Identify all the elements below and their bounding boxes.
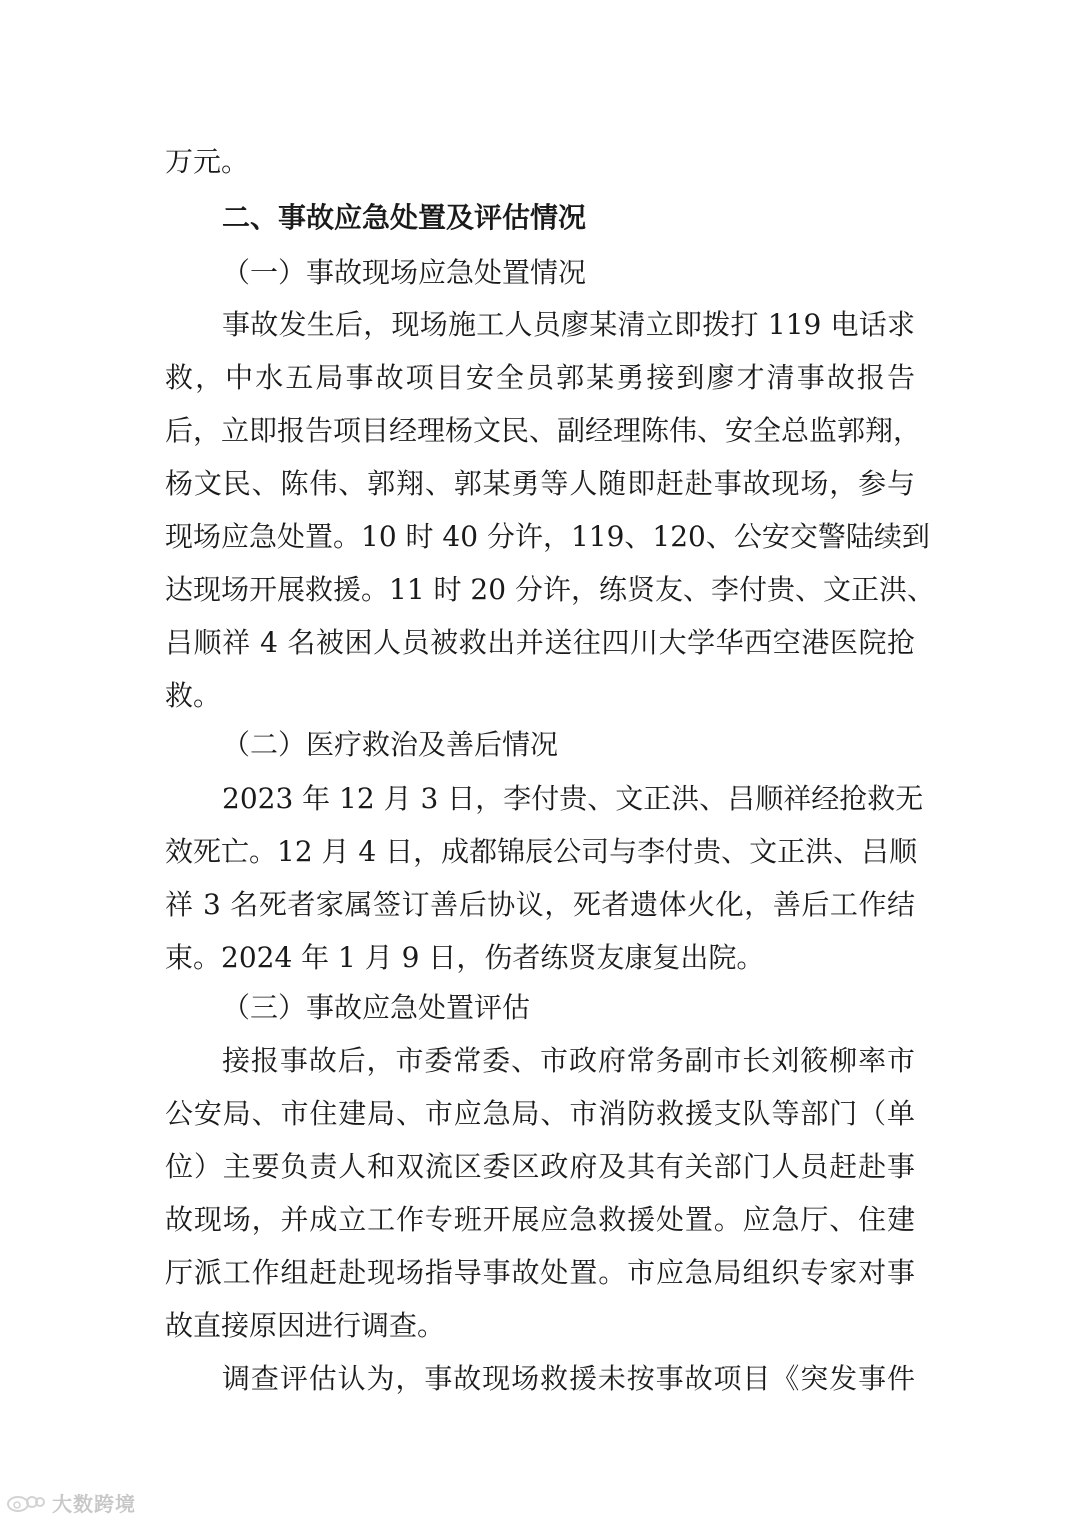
paragraph-line: 调查评估认为，事故现场救援未按事故项目《突发事件 <box>222 1362 915 1395</box>
paragraph-line: 束。2024 年 1 月 9 日，伤者练贤友康复出院。 <box>165 941 765 974</box>
paragraph-line: 事故发生后，现场施工人员廖某清立即拨打 119 电话求 <box>222 308 915 341</box>
paragraph-line: 2023 年 12 月 3 日，李付贵、文正洪、吕顺祥经抢救无 <box>222 782 924 815</box>
paragraph-line: 救，中水五局事故项目安全员郭某勇接到廖才清事故报告 <box>165 361 915 394</box>
paragraph-line: 达现场开展救援。11 时 20 分许，练贤友、李付贵、文正洪、 <box>165 573 935 606</box>
subsection-heading: （二）医疗救治及善后情况 <box>222 728 559 761</box>
paragraph-line: 救。 <box>165 679 222 712</box>
paragraph-line: 杨文民、陈伟、郭翔、郭某勇等人随即赶赴事故现场，参与 <box>165 467 915 500</box>
watermark <box>6 1486 136 1518</box>
paragraph-line: 接报事故后，市委常委、市政府常务副市长刘筱柳率市 <box>222 1044 915 1077</box>
paragraph-line: 故现场，并成立工作专班开展应急救援处置。应急厅、住建 <box>165 1203 915 1236</box>
paragraph-line: 故直接原因进行调查。 <box>165 1309 446 1342</box>
subsection-heading: （一）事故现场应急处置情况 <box>222 256 587 289</box>
paragraph-line: 位）主要负责人和双流区委区政府及其有关部门人员赶赴事 <box>165 1150 915 1183</box>
paragraph-line: 效死亡。12 月 4 日，成都锦辰公司与李付贵、文正洪、吕顺 <box>165 835 918 868</box>
paragraph-line: 万元。 <box>165 145 250 178</box>
watermark-text: 大数跨境 <box>52 1491 136 1516</box>
paragraph-line: 祥 3 名死者家属签订善后协议，死者遗体火化，善后工作结 <box>165 888 915 921</box>
paragraph-line: 吕顺祥 4 名被困人员被救出并送往四川大学华西空港医院抢 <box>165 626 915 659</box>
weibo-icon <box>6 1491 46 1513</box>
section-heading: 二、事故应急处置及评估情况 <box>222 201 587 234</box>
paragraph-line: 后，立即报告项目经理杨文民、副经理陈伟、安全总监郭翔， <box>165 414 922 447</box>
paragraph-line: 厅派工作组赶赴现场指导事故处置。市应急局组织专家对事 <box>165 1256 915 1289</box>
paragraph-line: 现场应急处置。10 时 40 分许，119、120、公安交警陆续到 <box>165 520 930 553</box>
subsection-heading: （三）事故应急处置评估 <box>222 991 531 1024</box>
paragraph-line: 公安局、市住建局、市应急局、市消防救援支队等部门（单 <box>165 1097 915 1130</box>
